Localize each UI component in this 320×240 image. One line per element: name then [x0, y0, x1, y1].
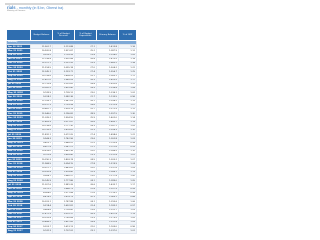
row-date: Dec 31 2018: [7, 162, 31, 166]
table-cell: 11,914.5: [31, 66, 53, 70]
row-date: Nov 30 2017: [7, 216, 31, 220]
table-cell: 1,402.0: [97, 116, 119, 120]
row-date: Oct 31 2020: [7, 70, 31, 74]
table-cell: 1,398.2: [97, 99, 119, 103]
table-cell: 1,914.80: [53, 170, 75, 174]
table-cell: 1,793.58: [53, 103, 75, 107]
table-cell: 11,472.9: [31, 212, 53, 216]
row-date: Nov 30 2018: [7, 166, 31, 170]
table-cell: 1,947.63: [53, 99, 75, 103]
table-cell: 24.3: [75, 124, 97, 128]
table-cell: 9,512.2: [31, 187, 53, 191]
table-cell: 1.34: [119, 61, 137, 65]
table-cell: 10,290.3: [31, 158, 53, 162]
row-date: Aug 31 2019: [7, 128, 31, 132]
table-cell: 1,709.12: [53, 91, 75, 95]
column-header: Budget Balance: [31, 30, 53, 41]
row-date: Jun 30 2019: [7, 137, 31, 141]
row-date: Dec 31 2020: [7, 61, 31, 65]
column-header: % of GDP: [119, 30, 137, 41]
table-cell: 1,231.8: [97, 154, 119, 158]
table-cell: 9,205.7: [31, 225, 53, 229]
table-cell: 23.3: [75, 154, 97, 158]
table-cell: 25.0: [75, 166, 97, 170]
table-cell: 11,407.0: [31, 78, 53, 82]
column-header: [7, 30, 31, 41]
table-cell: 2,113.88: [53, 45, 75, 49]
table-cell: 1,372.9: [97, 108, 119, 112]
table-cell: 2,010.37: [53, 212, 75, 216]
row-date: Feb 28 2021: [7, 53, 31, 57]
row-date: Mar 31 2021: [7, 49, 31, 53]
table-cell: 1,139.2: [97, 191, 119, 195]
table-cell: 1.12: [119, 108, 137, 112]
data-table: [6, 29, 137, 234]
table-cell: 2,225.82: [53, 82, 75, 86]
table-cell: 24.6: [75, 103, 97, 107]
table-cell: 23.6: [75, 208, 97, 212]
table-cell: 24.9: [75, 87, 97, 91]
table-cell: 1,632.81: [53, 204, 75, 208]
table-cell: 24.1: [75, 200, 97, 204]
table-cell: 1,519.9: [97, 162, 119, 166]
table-cell: 27.0: [75, 66, 97, 70]
row-date: Apr 30 2020: [7, 95, 31, 99]
table-cell: 1,728.60: [53, 208, 75, 212]
table-cell: 9,946.3: [31, 137, 53, 141]
table-cell: 2,072.05: [53, 133, 75, 137]
table-cell: 26.1: [75, 99, 97, 103]
table-cell: 1,699.40: [53, 154, 75, 158]
table-cell: 25.1: [75, 74, 97, 78]
table-cell: 9,935.5: [31, 53, 53, 57]
table-cell: 10,382.5: [31, 87, 53, 91]
table-cell: 1,861.36: [53, 149, 75, 153]
table-cell: 11,039.2: [31, 116, 53, 120]
row-date: Jul 31 2020: [7, 82, 31, 86]
table-cell: 1,331.8: [97, 221, 119, 225]
column-header: % of Budget Expenditure: [75, 30, 97, 41]
table-cell: 1.01: [119, 229, 137, 233]
table-cell: 28.9: [75, 112, 97, 116]
table-cell: 1,921.87: [53, 49, 75, 53]
row-date: Jan 31 2018: [7, 208, 31, 212]
row-date: Aug 31 2017: [7, 229, 31, 233]
table-cell: 1.01: [119, 154, 137, 158]
row-date: Jun 30 2018: [7, 187, 31, 191]
table-cell: 10,145.9: [31, 179, 53, 183]
table-cell: 25.7: [75, 108, 97, 112]
table-cell: 1.17: [119, 78, 137, 82]
table-cell: 1,934.55: [53, 116, 75, 120]
table-cell: 1,386.1: [97, 170, 119, 174]
table-cell: 1.00: [119, 175, 137, 179]
row-date: Feb 28 2019: [7, 154, 31, 158]
table-cell: 0.99: [119, 187, 137, 191]
table-cell: 10,076.4: [31, 216, 53, 220]
table-cell: 12,546.0: [31, 112, 53, 116]
table-cell: 1,337.6: [97, 166, 119, 170]
table-cell: 24.1: [75, 179, 97, 183]
table-cell: 1.05: [119, 216, 137, 220]
table-cell: 1,420.5: [97, 78, 119, 82]
table-cell: 1,825.40: [53, 87, 75, 91]
table-cell: 1,547.21: [53, 145, 75, 149]
table-cell: 22.0: [75, 225, 97, 229]
row-date: May 31 2020: [7, 91, 31, 95]
table-cell: 2,291.95: [53, 61, 75, 65]
table-cell: 1.22: [119, 66, 137, 70]
table-cell: 25.2: [75, 49, 97, 53]
table-cell: 1,305.2: [97, 158, 119, 162]
table-cell: 1,504.2: [97, 66, 119, 70]
table-cell: 1,765.68: [53, 216, 75, 220]
table-cell: 8,416.5: [31, 195, 53, 199]
table-cell: 1,666.73: [53, 187, 75, 191]
table-cell: 25.3: [75, 128, 97, 132]
table-cell: 9,745.9: [31, 91, 53, 95]
row-date: Feb 29 2020: [7, 103, 31, 107]
table-cell: 0.96: [119, 225, 137, 229]
table-cell: 21.6: [75, 191, 97, 195]
page-title: [7, 5, 145, 11]
table-cell: 0.98: [119, 141, 137, 145]
table-cell: 1,843.62: [53, 166, 75, 170]
row-date: Jan 31 2020: [7, 108, 31, 112]
table-cell: 1.25: [119, 70, 137, 74]
row-date: Sep 30 2018: [7, 175, 31, 179]
table-cell: 10,726.5: [31, 128, 53, 132]
table-cell: 1,135.5: [97, 95, 119, 99]
table-cell: 1,312.4: [97, 103, 119, 107]
row-date: Apr 30 2021: [7, 45, 31, 49]
table-cell: 1,894.03: [53, 74, 75, 78]
row-date: Sep 30 2020: [7, 74, 31, 78]
table-cell: 1.30: [119, 112, 137, 116]
table-cell: 9,403.7: [31, 141, 53, 145]
row-date: Nov 30 2019: [7, 116, 31, 120]
row-date: Sep 30 2019: [7, 124, 31, 128]
row-date: Mar 31 2020: [7, 99, 31, 103]
row-date: Jul 31 2018: [7, 183, 31, 187]
table-cell: 9,588.1: [31, 175, 53, 179]
table-cell: 0.96: [119, 95, 137, 99]
row-date: Jan 31 2021: [7, 57, 31, 61]
table-cell: 1,837.85: [53, 221, 75, 225]
table-cell: 1.05: [119, 179, 137, 183]
table-cell: 1,474.79: [53, 195, 75, 199]
table-cell: 13,072.1: [31, 61, 53, 65]
table-cell: 1.07: [119, 103, 137, 107]
table-cell: 1.02: [119, 91, 137, 95]
table-cell: 10,203.1: [31, 200, 53, 204]
table-cell: 1,903.19: [53, 108, 75, 112]
row-date: Dec 31 2019: [7, 112, 31, 116]
table-cell: 21.7: [75, 95, 97, 99]
table-cell: 25.0: [75, 149, 97, 153]
table-cell: 1,680.57: [53, 175, 75, 179]
table-cell: 1,169.0: [97, 225, 119, 229]
table-cell: 1.15: [119, 99, 137, 103]
table-cell: 2,011.47: [53, 120, 75, 124]
group-label: Monthly: [7, 41, 137, 45]
page-title-bold: rials: [7, 5, 16, 10]
table-cell: 1,336.8: [97, 87, 119, 91]
table-cell: 10,935.4: [31, 170, 53, 174]
table-cell: 1.07: [119, 158, 137, 162]
table-cell: 1,742.96: [53, 137, 75, 141]
table-row: [7, 229, 137, 233]
row-date: Oct 31 2017: [7, 221, 31, 225]
table-cell: 20.3: [75, 195, 97, 199]
table-cell: 1,433.7: [97, 183, 119, 187]
table-cell: 0.93: [119, 145, 137, 149]
table-cell: 1,287.1: [97, 124, 119, 128]
table-cell: 26.9: [75, 212, 97, 216]
table-cell: 11,968.5: [31, 162, 53, 166]
row-date: Aug 31 2020: [7, 78, 31, 82]
table-cell: 26.3: [75, 78, 97, 82]
table-cell: 1,289.0: [97, 179, 119, 183]
table-cell: 11,832.1: [31, 133, 53, 137]
table-cell: 1,279.5: [97, 216, 119, 220]
table-cell: 1,777.86: [53, 179, 75, 183]
table-cell: 1.19: [119, 120, 137, 124]
table-cell: 8,827.4: [31, 145, 53, 149]
table-cell: 1.05: [119, 53, 137, 57]
table-cell: 1,237.0: [97, 229, 119, 233]
table-cell: 1,787.88: [53, 200, 75, 204]
table-cell: 1,932.44: [53, 57, 75, 61]
table-cell: 2,055.18: [53, 66, 75, 70]
table-cell: 1,613.13: [53, 225, 75, 229]
table-cell: 25.9: [75, 170, 97, 174]
table-cell: 1.16: [119, 45, 137, 49]
table-cell: 26.6: [75, 183, 97, 187]
page-title-rest: - monthly (in $ bn, Oberst ba): [15, 6, 64, 10]
table-cell: 8,968.0: [31, 191, 53, 195]
table-cell: 1,683.2: [97, 61, 119, 65]
table-cell: 21.1: [75, 145, 97, 149]
table-cell: 24.5: [75, 158, 97, 162]
table-cell: 1,457.4: [97, 212, 119, 216]
table-cell: 1.06: [119, 200, 137, 204]
table-cell: 2,094.15: [53, 162, 75, 166]
table-cell: 1,878.41: [53, 128, 75, 132]
table-cell: 1,236.1: [97, 91, 119, 95]
table-cell: 22.4: [75, 204, 97, 208]
table-cell: 10,881.7: [31, 108, 53, 112]
table-cell: 1,183.2: [97, 204, 119, 208]
table-cell: 25.9: [75, 116, 97, 120]
table-cell: 1.24: [119, 162, 137, 166]
table-cell: 1,707.02: [53, 229, 75, 233]
table-cell: 1,803.74: [53, 158, 75, 162]
table-cell: 9,864.6: [31, 208, 53, 212]
row-date: Jan 31 2019: [7, 158, 31, 162]
table-cell: 1.10: [119, 128, 137, 132]
table-cell: 1,648.02: [53, 141, 75, 145]
table-cell: 1.18: [119, 57, 137, 61]
table-cell: 1,985.09: [53, 78, 75, 82]
table-cell: 11,198.4: [31, 57, 53, 61]
table-cell: 22.5: [75, 141, 97, 145]
table-cell: 1.10: [119, 149, 137, 153]
table-cell: 1,193.4: [97, 141, 119, 145]
table-cell: 1,777.30: [53, 124, 75, 128]
row-date: May 31 2018: [7, 191, 31, 195]
table-cell: 27.4: [75, 70, 97, 74]
table-cell: 9,318.4: [31, 204, 53, 208]
table-cell: 9,018.2: [31, 95, 53, 99]
table-cell: 1.03: [119, 208, 137, 212]
row-date: Apr 30 2018: [7, 195, 31, 199]
row-date: Jun 30 2020: [7, 87, 31, 91]
table-cell: 1.13: [119, 170, 137, 174]
table-cell: 1.08: [119, 87, 137, 91]
row-date: Nov 30 2020: [7, 66, 31, 70]
table-cell: 23.1: [75, 229, 97, 233]
row-date: Oct 31 2019: [7, 120, 31, 124]
row-date: Apr 30 2019: [7, 145, 31, 149]
column-header: Primary Balance: [97, 30, 119, 41]
table-cell: 1,387.9: [97, 49, 119, 53]
table-cell: 11,104.1: [31, 99, 53, 103]
table-cell: 1,069.1: [97, 195, 119, 199]
subheading: Ministry of Finance: [7, 10, 26, 12]
table-cell: 23.9: [75, 216, 97, 220]
table-cell: 1,413.8: [97, 45, 119, 49]
table-cell: 1,498.6: [97, 133, 119, 137]
table-cell: 1,121.6: [97, 145, 119, 149]
table-cell: 10,758.6: [31, 74, 53, 78]
table-cell: 1.14: [119, 116, 137, 120]
table-cell: 1,556.7: [97, 70, 119, 74]
row-date: Mar 31 2018: [7, 200, 31, 204]
table-cell: 1.05: [119, 124, 137, 128]
table-cell: 1,258.0: [97, 53, 119, 57]
table-cell: 1,632.6: [97, 82, 119, 86]
table-cell: 1,571.44: [53, 191, 75, 195]
table-cell: 1.11: [119, 74, 137, 78]
table-cell: 1,295.6: [97, 200, 119, 204]
table-cell: 1,217.4: [97, 175, 119, 179]
table-cell: 0.97: [119, 204, 137, 208]
table-cell: 1,981.26: [53, 183, 75, 187]
table-cell: 1,582.36: [53, 95, 75, 99]
table-cell: 29.9: [75, 61, 97, 65]
table-cell: 1,470.5: [97, 57, 119, 61]
table-cell: 10,134.6: [31, 124, 53, 128]
table-cell: 27.1: [75, 45, 97, 49]
table-cell: 23.6: [75, 137, 97, 141]
table-cell: 10,488.2: [31, 221, 53, 225]
table-cell: 23.0: [75, 175, 97, 179]
table-header-row: [7, 30, 137, 41]
table-cell: 0.88: [119, 195, 137, 199]
table-cell: 27.8: [75, 162, 97, 166]
row-date: May 31 2019: [7, 141, 31, 145]
table-cell: 1,207.9: [97, 187, 119, 191]
table-cell: 1,262.8: [97, 137, 119, 141]
table-cell: 2,196.82: [53, 112, 75, 116]
table-cell: 23.0: [75, 91, 97, 95]
table-cell: 23.4: [75, 53, 97, 57]
table-cell: 1.22: [119, 133, 137, 137]
row-date: Dec 31 2017: [7, 212, 31, 216]
table-cell: 1,703.26: [53, 53, 75, 57]
table-cell: 1.12: [119, 49, 137, 53]
table-body: [7, 41, 137, 234]
table-cell: 1,445.7: [97, 120, 119, 124]
table-cell: 2,133.71: [53, 70, 75, 74]
table-cell: 28.8: [75, 82, 97, 86]
row-date: Mar 31 2019: [7, 149, 31, 153]
table-cell: 9,741.3: [31, 229, 53, 233]
row-date: Jul 31 2019: [7, 133, 31, 137]
table-cell: 26.8: [75, 57, 97, 61]
table-cell: 1.19: [119, 212, 137, 216]
table-cell: 26.6: [75, 120, 97, 124]
row-date: Oct 31 2018: [7, 170, 31, 174]
table-cell: 1,365.1: [97, 74, 119, 78]
table-cell: 1.09: [119, 221, 137, 225]
table-cell: 24.8: [75, 221, 97, 225]
table-cell: 10,614.0: [31, 149, 53, 153]
table-cell: 10,237.3: [31, 103, 53, 107]
table-cell: 12,245.1: [31, 70, 53, 74]
row-date: Sep 30 2017: [7, 225, 31, 229]
table-cell: 27.4: [75, 133, 97, 137]
table-cell: 1.17: [119, 183, 137, 187]
table-cell: 1.31: [119, 82, 137, 86]
table-cell: 10,920.8: [31, 49, 53, 53]
table-cell: 1.03: [119, 137, 137, 141]
table-cell: 11,307.6: [31, 183, 53, 187]
column-header: % of Budget Revenue: [53, 30, 75, 41]
table-cell: 12,733.8: [31, 82, 53, 86]
table-cell: 11,483.9: [31, 120, 53, 124]
table-cell: 1,597.5: [97, 112, 119, 116]
table-cell: 22.8: [75, 187, 97, 191]
table-cell: 11,561.7: [31, 45, 53, 49]
table-cell: 1,354.3: [97, 128, 119, 132]
table-cell: 1,252.7: [97, 208, 119, 212]
row-date: Aug 31 2018: [7, 179, 31, 183]
table-cell: 0.94: [119, 191, 137, 195]
table-cell: 9,702.8: [31, 154, 53, 158]
table-cell: 10,521.7: [31, 166, 53, 170]
row-date: Feb 28 2018: [7, 204, 31, 208]
table-cell: 1.09: [119, 166, 137, 170]
table-cell: 1,344.5: [97, 149, 119, 153]
